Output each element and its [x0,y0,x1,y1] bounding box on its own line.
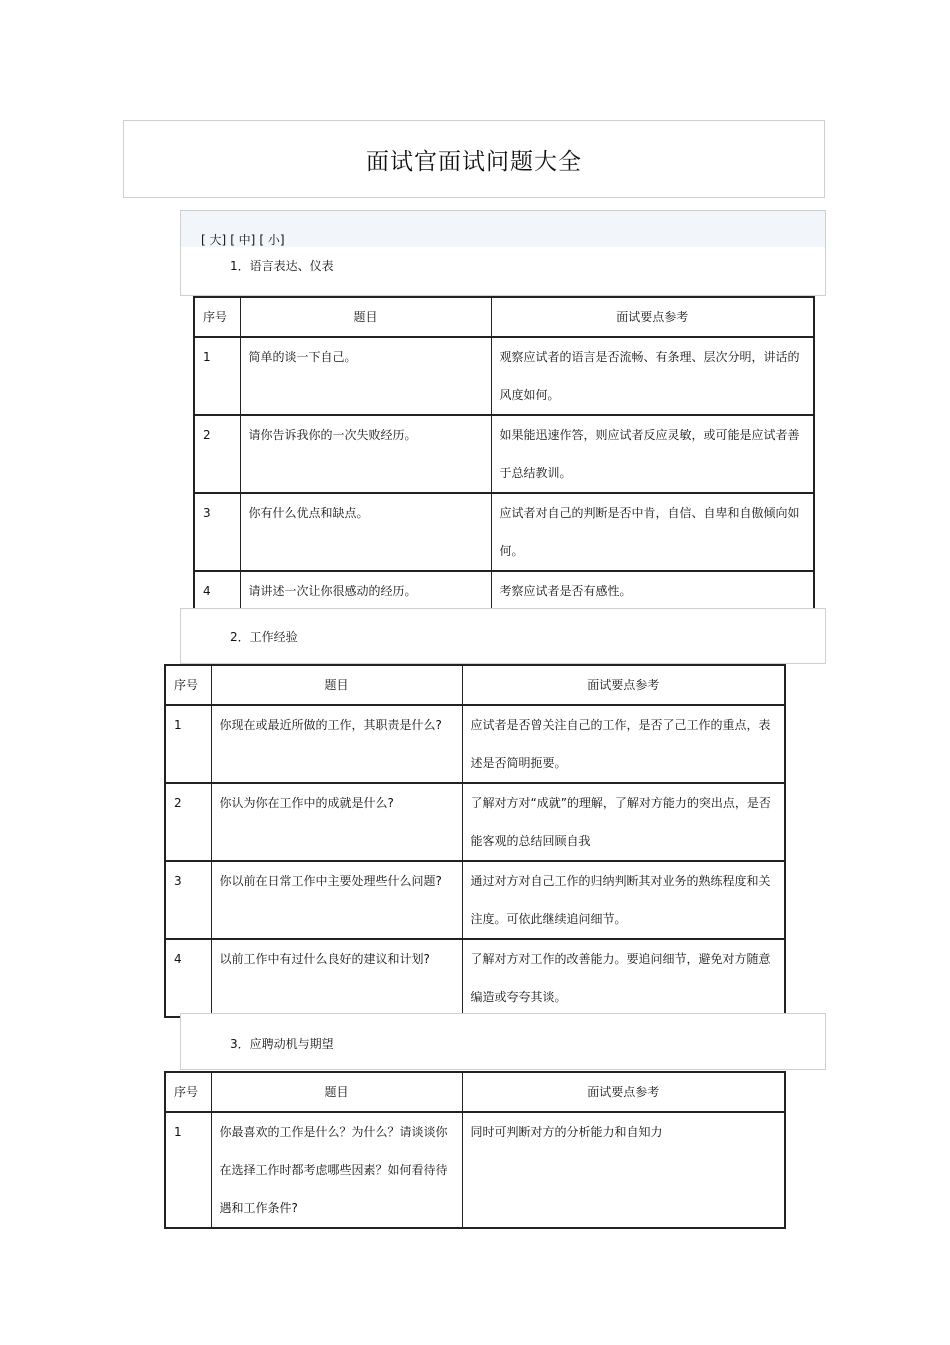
page-title: 面试官面试问题大全 [366,148,582,175]
table-row [165,861,785,939]
row-question: 以前工作中有过什么良好的建议和计划? [211,939,462,1017]
section-heading: 2．工作经验 [230,630,298,644]
header-reference: 面试要点参考 [491,297,814,337]
section-heading: 1．语言表达、仪表 [230,259,334,273]
section-2-panel [180,608,826,664]
row-reference: 考察应试者是否有感性。 [491,571,814,611]
row-reference: 同时可判断对方的分析能力和自知力 [462,1112,785,1228]
row-question: 你现在或最近所做的工作，其职责是什么? [211,705,462,783]
row-question: 请你告诉我你的一次失败经历。 [240,415,491,493]
header-num: 序号 [165,665,211,705]
section-3-panel [180,1013,826,1070]
table-row [165,783,785,861]
font-size-small-link[interactable]: [ 小] [259,233,285,247]
row-reference: 了解对方对“成就”的理解，了解对方能力的突出点，是否能客观的总结回顾自我 [462,783,785,861]
table-header-row [165,665,785,705]
row-num: 3 [194,493,240,571]
font-size-bar [181,211,825,247]
header-question: 题目 [240,297,491,337]
table-header-row [165,1072,785,1112]
table-row [165,1112,785,1228]
row-num: 4 [165,939,211,1017]
row-reference: 了解对方对工作的改善能力。要追问细节，避免对方随意编造或夸夸其谈。 [462,939,785,1017]
row-question: 简单的谈一下自己。 [240,337,491,415]
row-num: 1 [165,705,211,783]
row-reference: 观察应试者的语言是否流畅、有条理、层次分明，讲话的风度如何。 [491,337,814,415]
header-question: 题目 [211,1072,462,1112]
section-1-table [193,296,815,612]
header-question: 题目 [211,665,462,705]
section-3-table [164,1071,786,1229]
header-reference: 面试要点参考 [462,1072,785,1112]
row-reference: 通过对方对自己工作的归纳判断其对业务的熟练程度和关注度。可依此继续追问细节。 [462,861,785,939]
section-heading: 3．应聘动机与期望 [230,1037,334,1051]
row-question: 你以前在日常工作中主要处理些什么问题? [211,861,462,939]
table-row [165,939,785,1017]
table-row [165,705,785,783]
font-size-medium-link[interactable]: [ 中] [230,233,256,247]
section-2-table [164,664,786,1018]
row-reference: 应试者对自己的判断是否中肯，自信、自卑和自傲倾向如何。 [491,493,814,571]
row-reference: 如果能迅速作答，则应试者反应灵敏，或可能是应试者善于总结教训。 [491,415,814,493]
row-question: 你有什么优点和缺点。 [240,493,491,571]
row-num: 2 [194,415,240,493]
row-num: 3 [165,861,211,939]
row-num: 1 [165,1112,211,1228]
font-size-large-link[interactable]: [ 大] [201,233,227,247]
row-num: 1 [194,337,240,415]
row-question: 你认为你在工作中的成就是什么? [211,783,462,861]
table-row [194,571,814,611]
table-row [194,493,814,571]
row-reference: 应试者是否曾关注自己的工作，是否了己工作的重点，表述是否简明扼要。 [462,705,785,783]
table-row [194,337,814,415]
title-box [123,120,825,198]
row-num: 2 [165,783,211,861]
row-num: 4 [194,571,240,611]
table-row [194,415,814,493]
header-num: 序号 [194,297,240,337]
header-reference: 面试要点参考 [462,665,785,705]
table-header-row [194,297,814,337]
row-question: 你最喜欢的工作是什么？为什么？请谈谈你在选择工作时都考虑哪些因素？如何看待待遇和工作条件? [211,1112,462,1228]
section-1-panel [180,210,826,296]
header-num: 序号 [165,1072,211,1112]
row-question: 请讲述一次让你很感动的经历。 [240,571,491,611]
